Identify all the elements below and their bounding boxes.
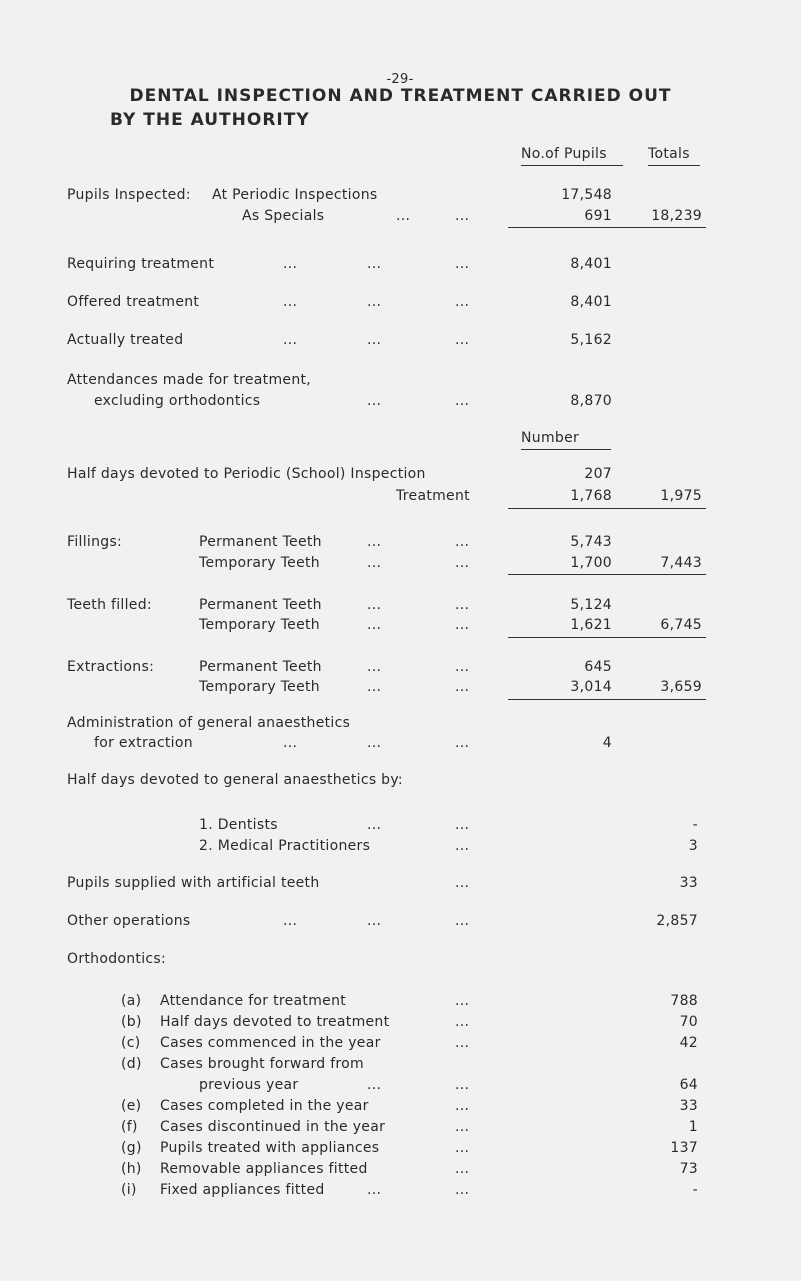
total-rule [508,227,706,228]
dot-leader: ... [367,913,382,929]
ortho-value: 42 [679,1035,698,1051]
page-title: DENTAL INSPECTION AND TREATMENT CARRIED OUT [129,86,672,106]
extractions-label: Extractions: [67,659,155,675]
dot-leader: ... [455,1119,470,1135]
offered-label: Offered treatment [67,294,200,310]
attendances-value: 8,870 [570,393,612,409]
fillings-temporary-label: Temporary Teeth [199,555,320,571]
total-rule [508,508,706,509]
extractions-permanent-label: Permanent Teeth [199,659,322,675]
dot-leader: ... [367,555,382,571]
teeth-filled-total: 6,745 [660,617,702,633]
ortho-value: - [692,1182,698,1198]
dot-leader: ... [283,332,298,348]
dot-leader: ... [455,993,470,1009]
dot-leader: ... [367,735,382,751]
ortho-label: Cases completed in the year [160,1098,369,1114]
ortho-label: Half days devoted to treatment [160,1014,390,1030]
artificial-value: 33 [679,875,698,891]
ortho-key: (d) [121,1056,142,1072]
teeth-filled-permanent-value: 5,124 [570,597,612,613]
dot-leader: ... [455,256,470,272]
dot-leader: ... [455,1035,470,1051]
header-number: Number [521,430,580,446]
dot-leader: ... [367,1077,382,1093]
fillings-temporary-value: 1,700 [570,555,612,571]
inspected-total: 18,239 [651,208,702,224]
dot-leader: ... [455,838,470,854]
half-days-total: 1,975 [660,488,702,504]
dot-leader: ... [367,256,382,272]
attendances-label-2: excluding orthodontics [94,393,261,409]
dot-leader: ... [367,294,382,310]
anaesthetics-label-1: Administration of general anaesthetics [67,715,351,731]
dot-leader: ... [283,294,298,310]
fillings-permanent-label: Permanent Teeth [199,534,322,550]
ortho-key: (e) [121,1098,142,1114]
dot-leader: ... [367,659,382,675]
dot-leader: ... [455,1161,470,1177]
inspected-periodic-value: 17,548 [561,187,612,203]
ortho-value: 788 [670,993,698,1009]
ortho-label: Attendance for treatment [160,993,347,1009]
ortho-key: (h) [121,1161,142,1177]
ortho-value: 73 [679,1161,698,1177]
dot-leader: ... [455,1014,470,1030]
ortho-value: 33 [679,1098,698,1114]
dot-leader: ... [455,534,470,550]
dot-leader: ... [367,679,382,695]
dot-leader: ... [455,208,470,224]
fillings-total: 7,443 [660,555,702,571]
dot-leader: ... [455,597,470,613]
dot-leader: ... [455,679,470,695]
teeth-filled-temporary-label: Temporary Teeth [199,617,320,633]
dot-leader: ... [367,1182,382,1198]
ortho-label: Fixed appliances fitted [160,1182,325,1198]
ortho-key: (b) [121,1014,142,1030]
anaesthetics-value: 4 [602,735,612,751]
dot-leader: ... [283,913,298,929]
inspected-periodic-label: At Periodic Inspections [212,187,378,203]
dot-leader: ... [283,256,298,272]
other-ops-label: Other operations [67,913,191,929]
dot-leader: ... [455,1098,470,1114]
extractions-total: 3,659 [660,679,702,695]
ortho-label: Removable appliances fitted [160,1161,368,1177]
other-ops-value: 2,857 [656,913,698,929]
ortho-key: (a) [121,993,142,1009]
total-rule [508,574,706,575]
dot-leader: ... [455,1077,470,1093]
orthodontics-label: Orthodontics: [67,951,167,967]
ortho-value: 1 [688,1119,698,1135]
dot-leader: ... [455,659,470,675]
dot-leader: ... [455,875,470,891]
dot-leader: ... [367,817,382,833]
ortho-label: Cases brought forward from [160,1056,364,1072]
actually-label: Actually treated [67,332,184,348]
inspected-specials-value: 691 [584,208,612,224]
ga-item-medical: 2. Medical Practitioners [199,838,371,854]
requiring-value: 8,401 [570,256,612,272]
dot-leader: ... [367,617,382,633]
half-days-treatment-value: 1,768 [570,488,612,504]
actually-value: 5,162 [570,332,612,348]
dot-leader: ... [367,332,382,348]
dot-leader: ... [455,332,470,348]
inspected-label: Pupils Inspected: [67,187,191,203]
inspected-specials-label: As Specials [242,208,325,224]
offered-value: 8,401 [570,294,612,310]
dot-leader: ... [455,817,470,833]
total-rule [508,637,706,638]
ortho-key: (c) [121,1035,141,1051]
ortho-key: (f) [121,1119,138,1135]
ga-item-dentists-value: - [692,817,698,833]
dot-leader: ... [455,735,470,751]
half-days-inspection-value: 207 [584,466,612,482]
extractions-permanent-value: 645 [584,659,612,675]
dot-leader: ... [455,1140,470,1156]
header-no-of-pupils: No.of Pupils [521,146,607,162]
dot-leader: ... [367,534,382,550]
extractions-temporary-value: 3,014 [570,679,612,695]
dot-leader: ... [396,208,411,224]
header-underline [521,165,623,166]
teeth-filled-label: Teeth filled: [67,597,152,613]
dot-leader: ... [455,617,470,633]
requiring-label: Requiring treatment [67,256,215,272]
ortho-key: (i) [121,1182,137,1198]
attendances-label-1: Attendances made for treatment, [67,372,312,388]
dot-leader: ... [455,913,470,929]
dot-leader: ... [455,393,470,409]
ortho-label-continued: previous year [199,1077,299,1093]
ortho-label: Pupils treated with appliances [160,1140,380,1156]
header-totals: Totals [648,146,690,162]
ga-half-days-label: Half days devoted to general anaesthetics by: [67,772,403,788]
fillings-label: Fillings: [67,534,123,550]
ga-item-medical-value: 3 [688,838,698,854]
dot-leader: ... [283,735,298,751]
dot-leader: ... [367,597,382,613]
half-days-label: Half days devoted to Periodic (School) Inspection [67,466,426,482]
ortho-value: 137 [670,1140,698,1156]
header-underline [648,165,700,166]
ortho-value: 70 [679,1014,698,1030]
dot-leader: ... [455,294,470,310]
total-rule [508,699,706,700]
ortho-key: (g) [121,1140,142,1156]
ortho-value: 64 [679,1077,698,1093]
page-subtitle: BY THE AUTHORITY [110,110,310,130]
ga-item-dentists: 1. Dentists [199,817,278,833]
header-underline [521,449,611,450]
teeth-filled-permanent-label: Permanent Teeth [199,597,322,613]
dot-leader: ... [455,555,470,571]
half-days-treatment-label: Treatment [396,488,470,504]
fillings-permanent-value: 5,743 [570,534,612,550]
teeth-filled-temporary-value: 1,621 [570,617,612,633]
page-number: -29- [386,72,414,87]
extractions-temporary-label: Temporary Teeth [199,679,320,695]
anaesthetics-label-2: for extraction [94,735,193,751]
ortho-label: Cases discontinued in the year [160,1119,386,1135]
dot-leader: ... [455,1182,470,1198]
ortho-label: Cases commenced in the year [160,1035,381,1051]
dot-leader: ... [367,393,382,409]
artificial-label: Pupils supplied with artificial teeth [67,875,320,891]
